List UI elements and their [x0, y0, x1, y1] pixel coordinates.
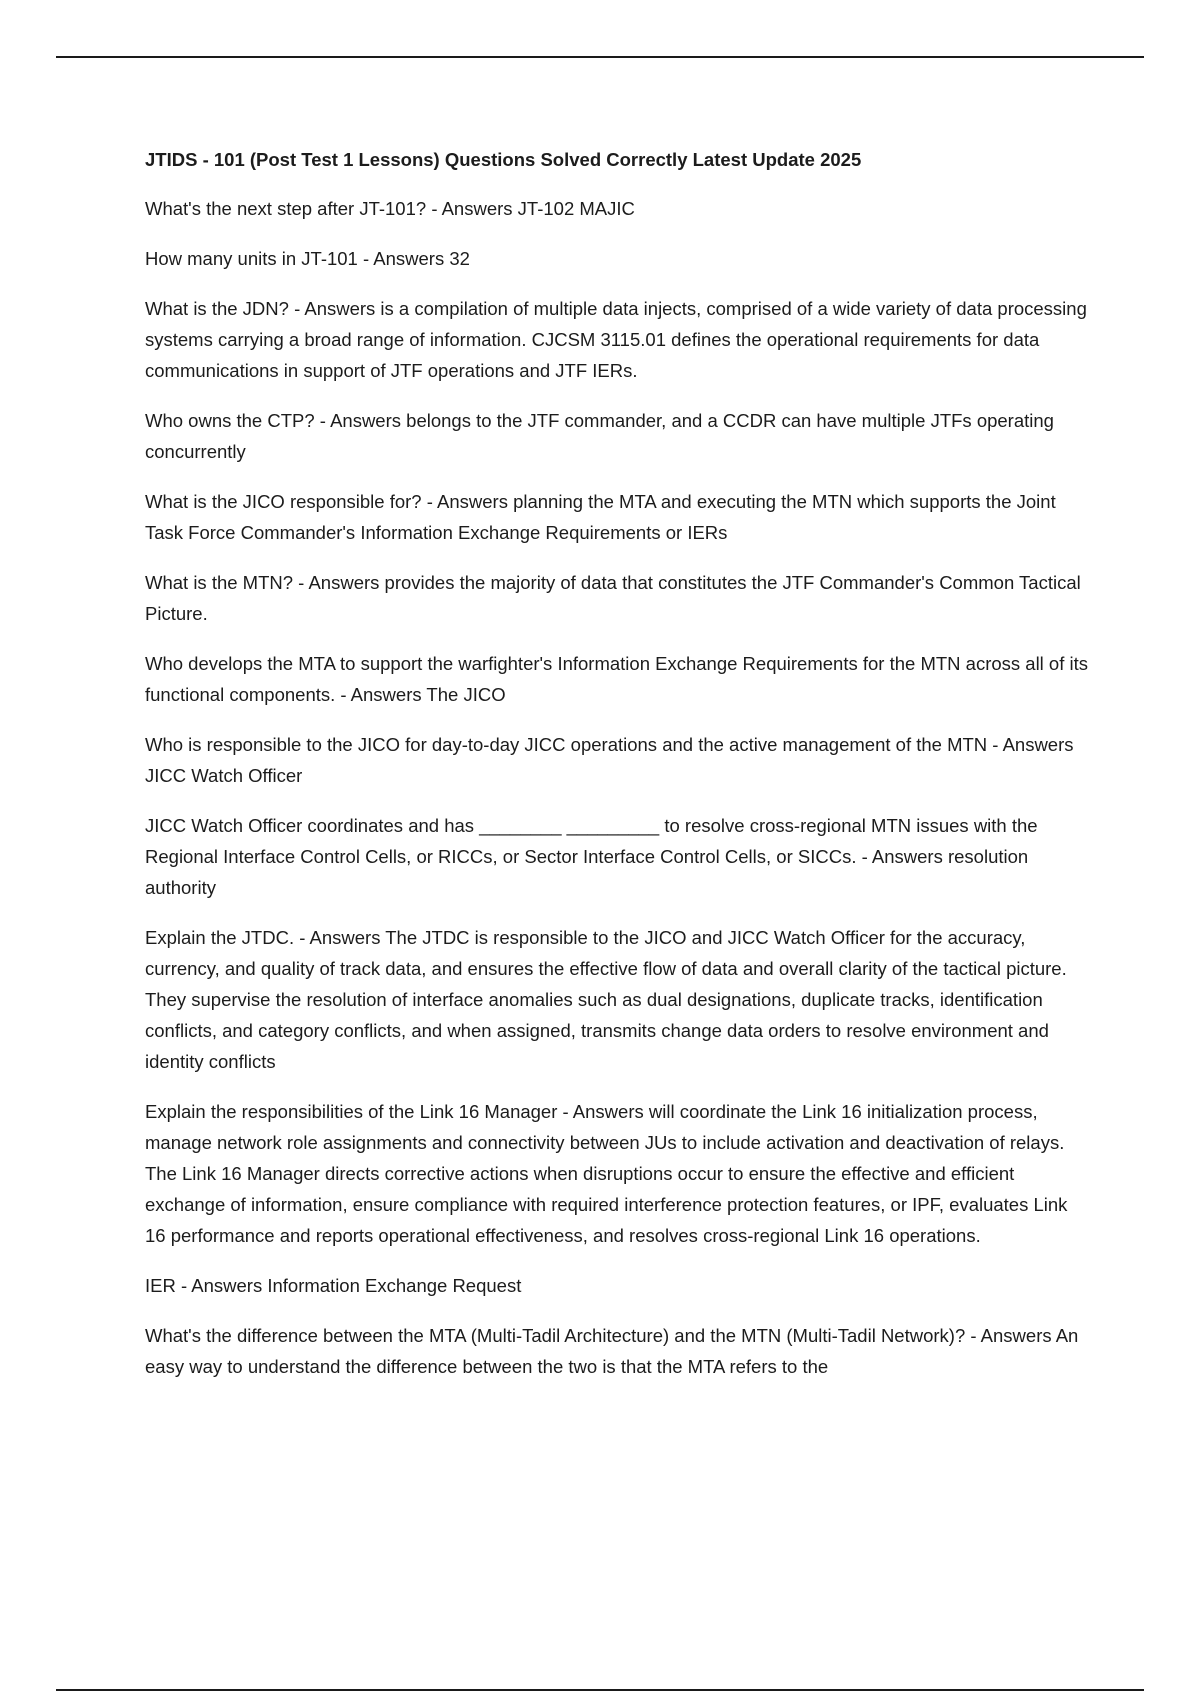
qa-entry: Who is responsible to the JICO for day-to-day JICC operations and the active management of the MTN - Answers JICC Watch Officer — [145, 734, 1074, 786]
qa-entry: What is the JICO responsible for? - Answers planning the MTA and executing the MTN which supports the Joint Task Force Commander's Information Exchange Requirements or IERs — [145, 491, 1056, 543]
qa-entry: IER - Answers Information Exchange Request — [145, 1275, 522, 1296]
qa-entry: Explain the JTDC. - Answers The JTDC is responsible to the JICO and JICC Watch Officer for the accuracy, currency, and quality of track data, and ensures the effective flow of data and overall clarity of the tactical picture. They supervise the resolution of interface anomalies such as dual designations, duplicate tracks, identification conflicts, and category conflicts, and when assigned, transmits change data orders to resolve environment and identity conflicts — [145, 927, 1067, 1072]
qa-entry: What's the next step after JT-101? - Answers JT-102 MAJIC — [145, 198, 635, 219]
qa-entry: What's the difference between the MTA (Multi-Tadil Architecture) and the MTN (Multi-Tadil Network)? - Answers An easy way to understand the difference between the two is that the MTA refers to the — [145, 1325, 1079, 1377]
qa-entry: JICC Watch Officer coordinates and has ________ _________ to resolve cross-regional MTN issues with the Regional Interface Control Cells, or RICCs, or Sector Interface Control Cells, or SICCs. - Answers resolution authority — [145, 815, 1038, 898]
document-body — [145, 144, 1090, 1401]
qa-entry: How many units in JT-101 - Answers 32 — [145, 248, 470, 269]
document-title: JTIDS - 101 (Post Test 1 Lessons) Questions Solved Correctly Latest Update 2025 — [145, 149, 862, 170]
qa-entry: What is the MTN? - Answers provides the majority of data that constitutes the JTF Commander's Common Tactical Picture. — [145, 572, 1081, 624]
qa-entry: Who develops the MTA to support the warfighter's Information Exchange Requirements for the MTN across all of its functional components. - Answers The JICO — [145, 653, 1089, 705]
bottom-rule — [56, 1689, 1144, 1691]
qa-entry: Who owns the CTP? - Answers belongs to the JTF commander, and a CCDR can have multiple JTFs operating concurrently — [145, 410, 1054, 462]
qa-entry: What is the JDN? - Answers is a compilation of multiple data injects, comprised of a wide variety of data processing systems carrying a broad range of information. CJCSM 3115.01 defines the operational requirements for data communications in support of JTF operations and JTF IERs. — [145, 298, 1087, 381]
qa-entry: Explain the responsibilities of the Link 16 Manager - Answers will coordinate the Link 16 initialization process, manage network role assignments and connectivity between JUs to include activation and deactivation of relays. The Link 16 Manager directs corrective actions when disruptions occur to ensure the effective and efficient exchange of information, ensure compliance with required interference protection features, or IPF, evaluates Link 16 performance and reports operational effectiveness, and resolves cross-regional Link 16 operations. — [145, 1101, 1068, 1246]
top-rule — [56, 56, 1144, 58]
